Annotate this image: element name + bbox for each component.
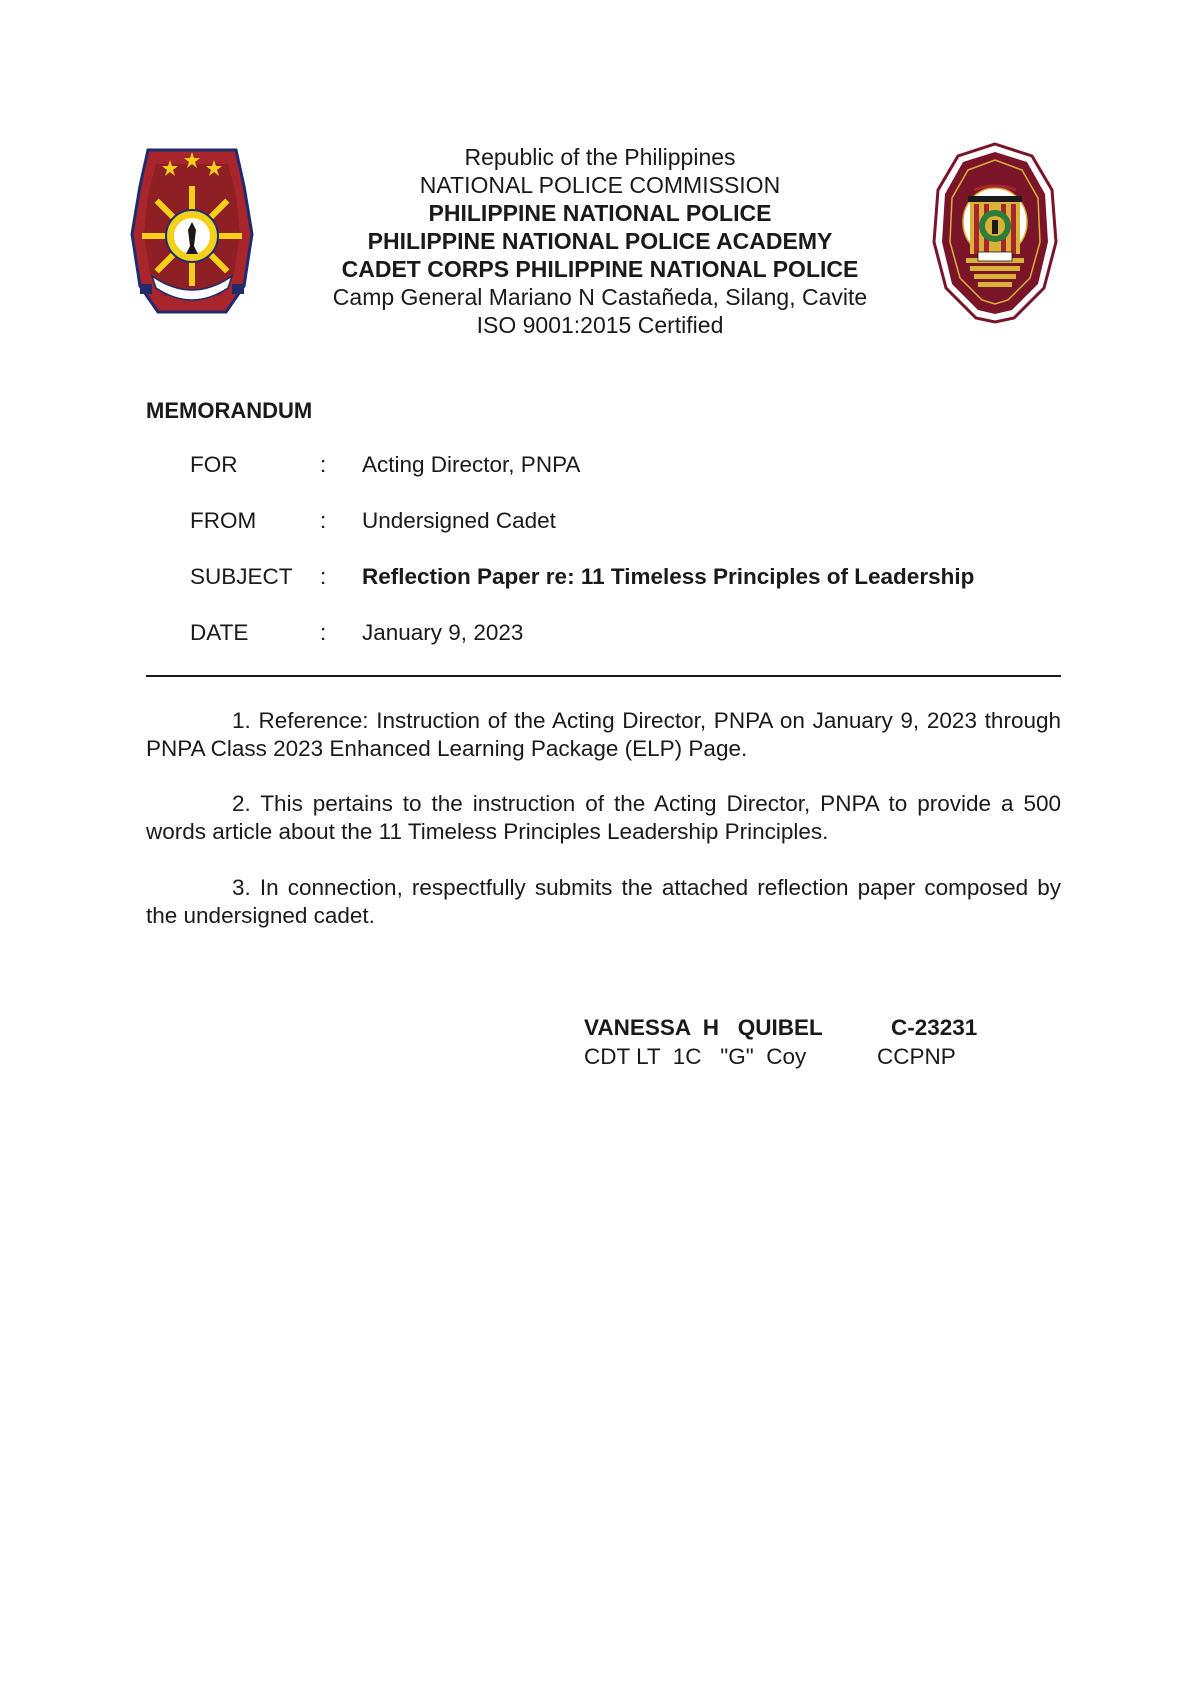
- from-colon: :: [320, 508, 327, 533]
- for-label: FOR: [190, 452, 238, 477]
- header-pnpa: PHILIPPINE NATIONAL POLICE ACADEMY: [367, 228, 833, 254]
- signatory-name: VANESSA H QUIBEL: [584, 1015, 823, 1040]
- for-value: Acting Director, PNPA: [362, 452, 581, 477]
- subject-label: SUBJECT: [190, 564, 293, 589]
- subject-value: Reflection Paper re: 11 Timeless Principles of Leadership: [362, 564, 975, 589]
- header-address: Camp General Mariano N Castañeda, Silang, Cavite: [332, 284, 868, 310]
- date-value: January 9, 2023: [362, 620, 524, 645]
- header-republic: Republic of the Philippines: [464, 144, 736, 170]
- memo-title: MEMORANDUM: [146, 398, 313, 423]
- subject-colon: :: [320, 564, 327, 589]
- from-value: Undersigned Cadet: [362, 508, 556, 533]
- header-divider: [146, 675, 1061, 677]
- signatory-rank: CDT LT 1C "G" Coy: [584, 1044, 807, 1069]
- header-napolcom: NATIONAL POLICE COMMISSION: [419, 172, 781, 198]
- pnpa-seal-icon: [932, 142, 1058, 324]
- body-paragraph-2: 2. This pertains to the instruction of the Acting Director, PNPA to provide a 500 words article about the 11 Timeless Principles Leadership Principles.: [146, 791, 1061, 844]
- letterhead: [250, 143, 950, 339]
- signatory-id: C-23231: [891, 1015, 978, 1040]
- body-paragraph-3: 3. In connection, respectfully submits the attached reflection paper composed by the undersigned cadet.: [146, 875, 1061, 928]
- signatory-unit: CCPNP: [877, 1044, 956, 1069]
- pnp-seal-icon: [130, 146, 254, 316]
- header-pnp: PHILIPPINE NATIONAL POLICE: [428, 200, 772, 226]
- header-iso: ISO 9001:2015 Certified: [476, 312, 724, 338]
- from-label: FROM: [190, 508, 257, 533]
- for-colon: :: [320, 452, 327, 477]
- date-label: DATE: [190, 620, 249, 645]
- header-cadet-corps: CADET CORPS PHILIPPINE NATIONAL POLICE: [341, 256, 859, 282]
- date-colon: :: [320, 620, 327, 645]
- body-paragraph-1: 1. Reference: Instruction of the Acting Director, PNPA on January 9, 2023 through PNPA Class 2023 Enhanced Learning Package (ELP) Page.: [146, 708, 1061, 761]
